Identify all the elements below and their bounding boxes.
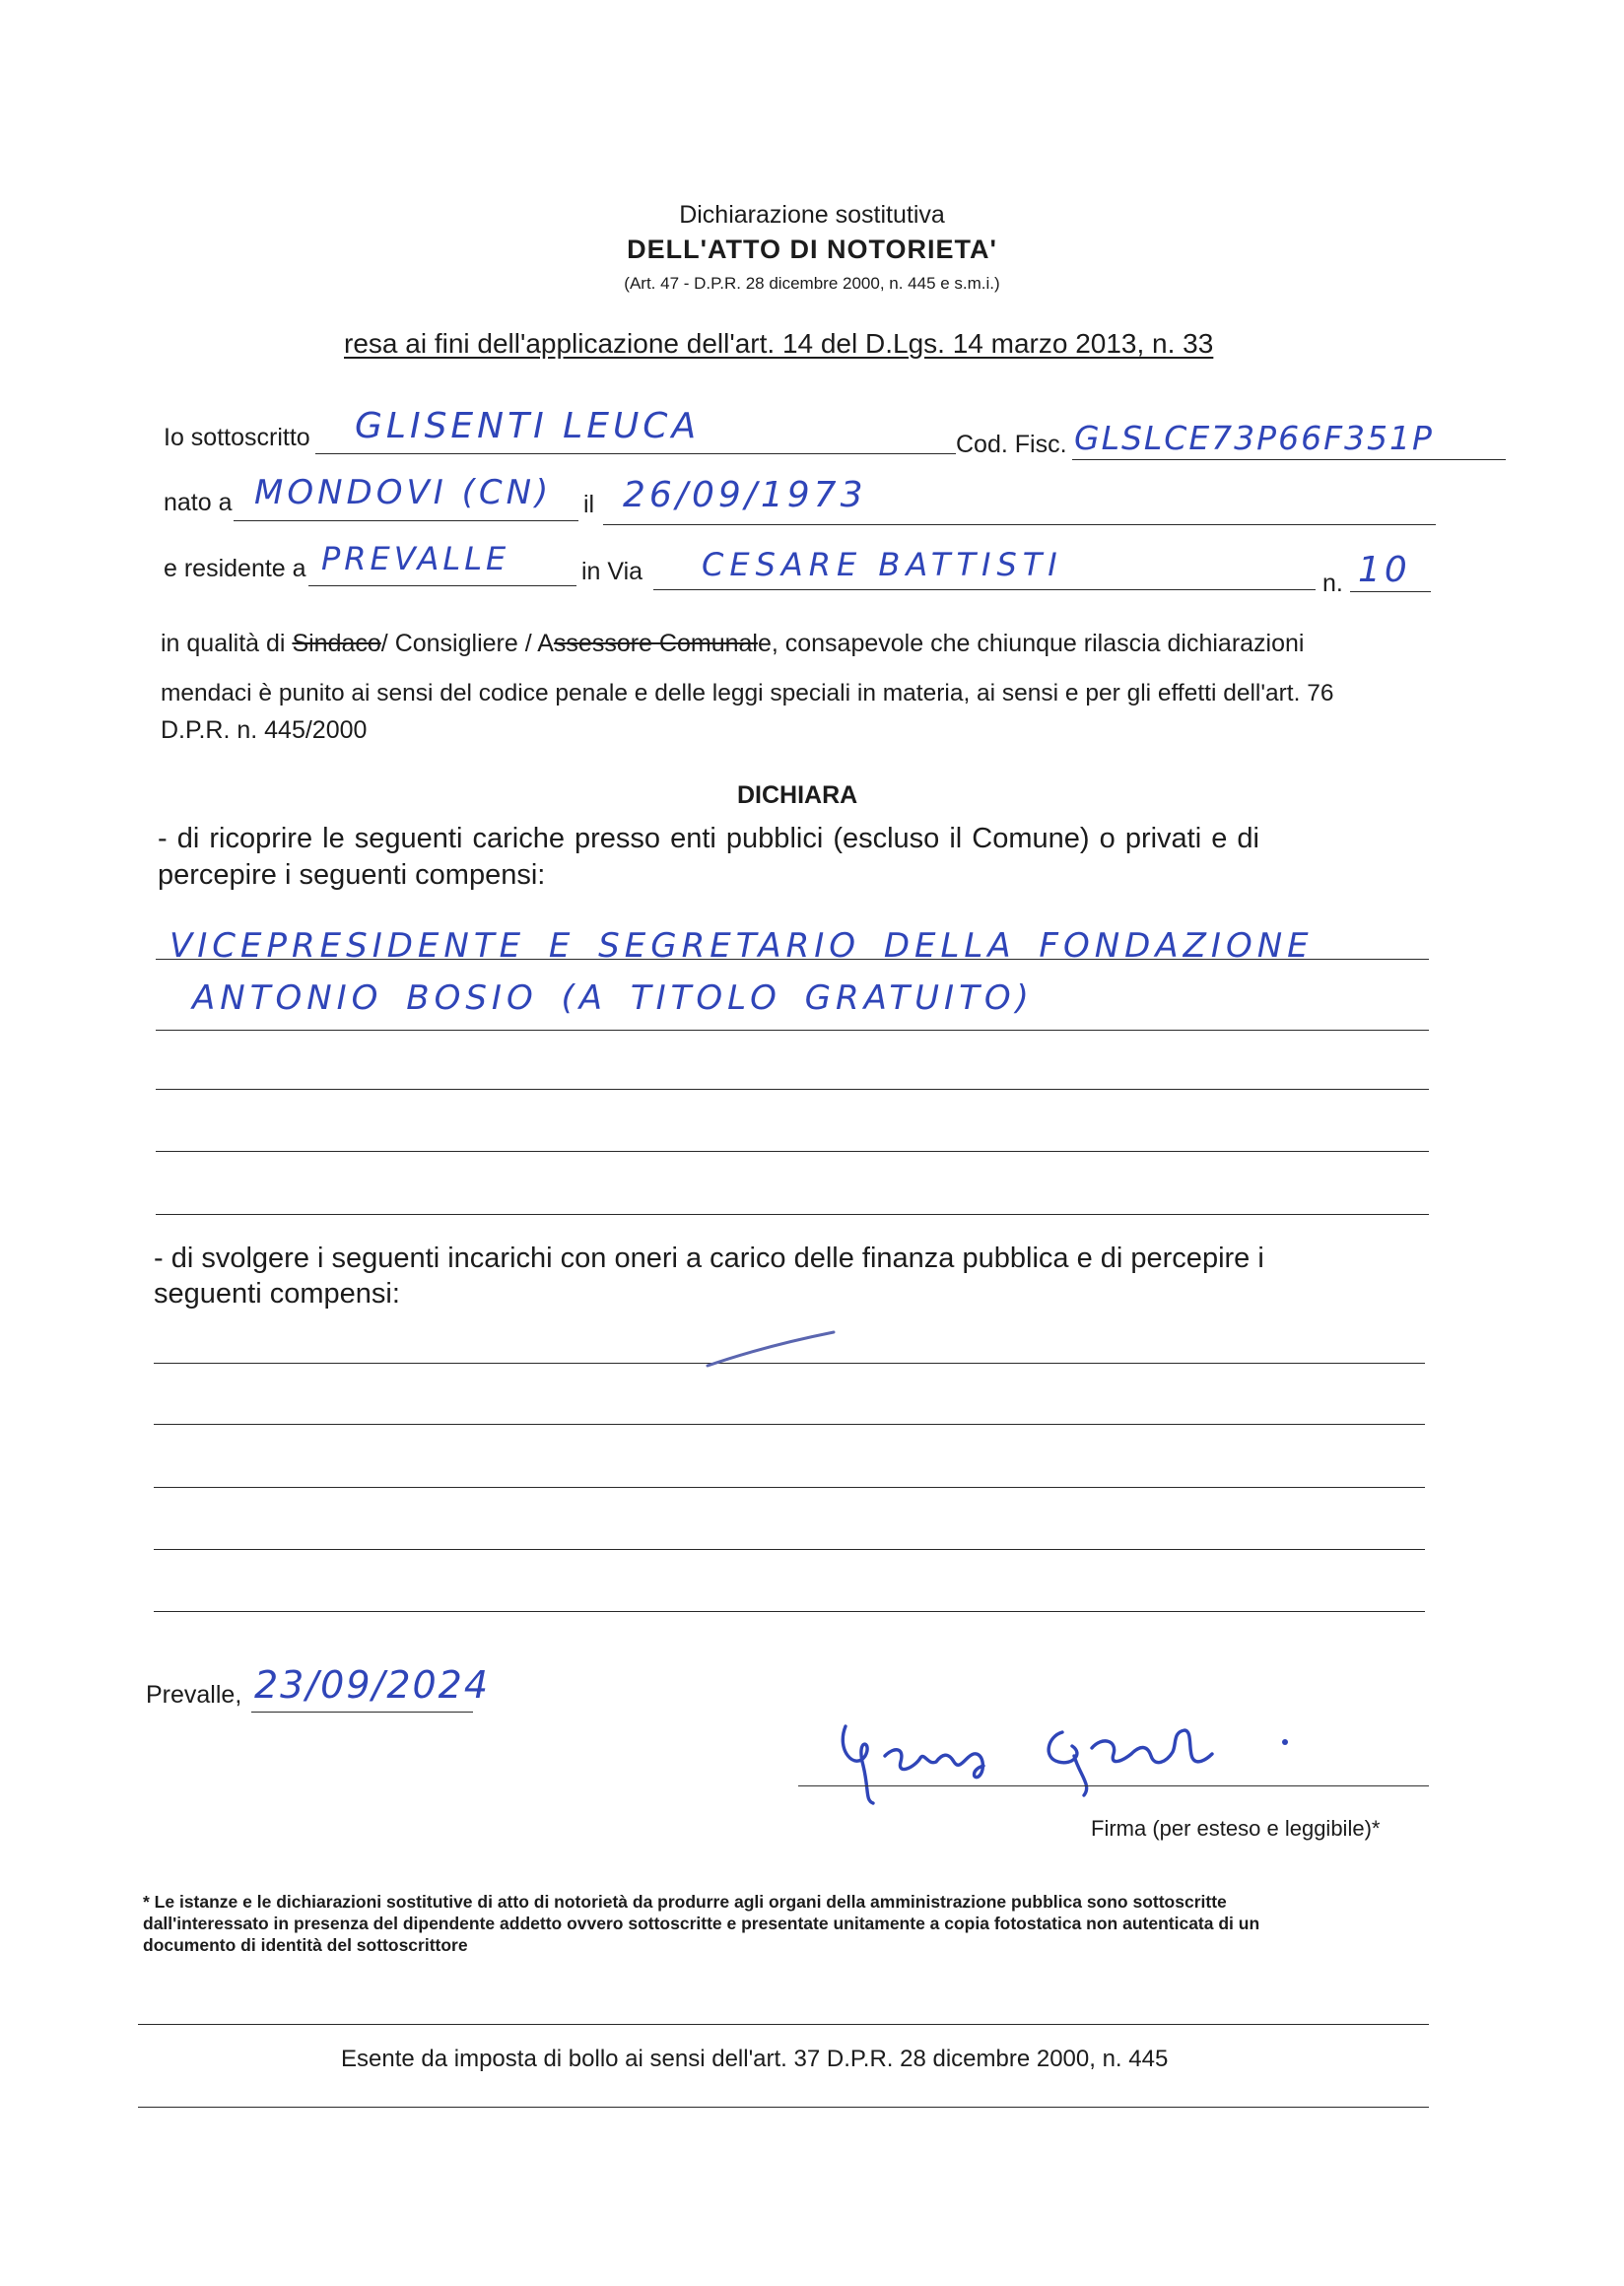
stamp-rule-top <box>138 2024 1429 2025</box>
section1-line-c <box>156 1089 1429 1090</box>
footnote-line-2: dall'interessato in presenza del dipendente addetto ovvero sottoscritte e presentate unitamente a copia fotostatica non autenticata di un <box>143 1914 1260 1933</box>
section1-line-a <box>156 959 1429 960</box>
street-line <box>653 589 1316 590</box>
section2-line-1: - di svolgere i seguenti incarichi con oneri a carico delle finanza pubblica e di percepire i <box>154 1243 1264 1274</box>
born-on-handwritten: 26/09/1973 <box>623 475 867 515</box>
fiscal-code-label: Cod. Fisc. <box>956 431 1067 458</box>
street-label: in Via <box>581 558 643 585</box>
footnote-line-3: documento di identità del sottoscrittore <box>143 1935 468 1955</box>
born-in-label: nato a <box>164 489 233 516</box>
signature-line <box>798 1785 1429 1786</box>
undersigned-line <box>315 453 956 454</box>
section1-line-b <box>156 1030 1429 1031</box>
role-line-3: D.P.R. n. 445/2000 <box>161 716 368 744</box>
role-prefix: in qualità di <box>161 630 286 657</box>
section2-line-b <box>154 1424 1425 1425</box>
document-subtitle: DELL'ATTO DI NOTORIETA' <box>627 235 997 264</box>
role-separator: / Consigliere / <box>380 630 532 657</box>
born-in-handwritten: MONDOVI (CN) <box>254 473 553 512</box>
stamp-exemption: Esente da imposta di bollo ai sensi dell'art. 37 D.P.R. 28 dicembre 2000, n. 445 <box>341 2046 1169 2072</box>
date-handwritten: 23/09/2024 <box>254 1663 491 1707</box>
born-on-line <box>603 524 1436 525</box>
role-line-2: mendaci è punito ai sensi del codice penale e delle leggi speciali in materia, ai sensi e per gli effetti dell'art. 76 <box>161 680 1334 706</box>
declaration-heading: DICHIARA <box>737 781 858 809</box>
section2-line-e <box>154 1611 1425 1612</box>
section1-line-2: percepire i seguenti compensi: <box>158 859 546 891</box>
street-handwritten: CESARE BATTISTI <box>702 546 1063 583</box>
stamp-rule-bottom <box>138 2107 1429 2108</box>
document-title: Dichiarazione sostitutiva <box>679 201 945 229</box>
section2-line-d <box>154 1549 1425 1550</box>
undersigned-handwritten: GLISENTI LEUCA <box>355 406 701 446</box>
role-line-1 <box>161 621 1461 666</box>
role-assessor-end: e <box>757 630 772 657</box>
legal-reference: (Art. 47 - D.P.R. 28 dicembre 2000, n. 445 e s.m.i.) <box>624 274 1000 293</box>
section2-line-2: seguenti compensi: <box>154 1278 400 1310</box>
number-handwritten: 10 <box>1358 550 1411 590</box>
section1-entry-1: VICEPRESIDENTE E SEGRETARIO DELLA FONDAZIONE <box>169 926 1314 966</box>
blank-dash-mark <box>706 1328 844 1368</box>
number-line <box>1350 591 1431 592</box>
role-option-mayor: Sindaco <box>292 630 381 657</box>
section2-line-c <box>154 1487 1425 1488</box>
role-statement: , consapevole che chiunque rilascia dichiarazioni <box>771 630 1305 657</box>
section1-line-d <box>156 1151 1429 1152</box>
number-label: n. <box>1322 570 1343 597</box>
fiscal-code-line <box>1072 459 1506 460</box>
undersigned-label: Io sottoscritto <box>164 424 310 451</box>
born-in-line <box>234 520 578 521</box>
place-label: Prevalle, <box>146 1681 242 1709</box>
section1-line-1: - di ricoprire le seguenti cariche presso enti pubblici (escluso il Comune) o privati e di <box>158 823 1259 854</box>
role-option-assessor: ssessore Comunal <box>553 630 758 657</box>
purpose-statement: resa ai fini dell'applicazione dell'art. 14 del D.Lgs. 14 marzo 2013, n. 33 <box>344 328 1214 359</box>
fiscal-code-handwritten: GLSLCE73P66F351P <box>1074 419 1434 457</box>
born-on-label: il <box>583 491 595 518</box>
resident-line <box>308 585 576 586</box>
footnote-line-1: * Le istanze e le dichiarazioni sostitutive di atto di notorietà da produrre agli organi della amministrazione pubblica sono sottoscritte <box>143 1892 1227 1912</box>
resident-label: e residente a <box>164 555 306 582</box>
section1-line-e <box>156 1214 1429 1215</box>
date-line <box>251 1712 473 1713</box>
handwritten-signature <box>826 1697 1338 1805</box>
resident-handwritten: PREVALLE <box>321 540 510 577</box>
section1-entry-2: ANTONIO BOSIO (A TITOLO GRATUITO) <box>192 978 1034 1018</box>
role-assessor-a: A <box>537 630 554 657</box>
signature-caption: Firma (per esteso e leggibile)* <box>1091 1816 1381 1841</box>
